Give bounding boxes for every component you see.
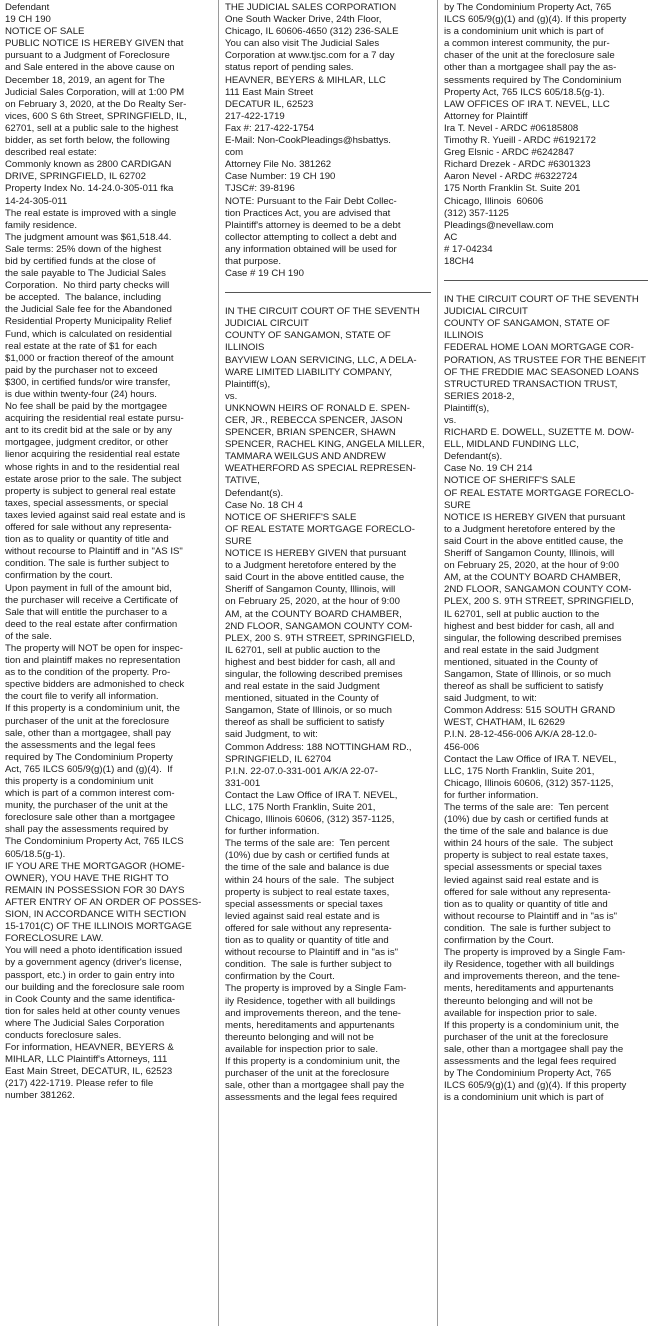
notice-text-line: The property is improved by a Single Fam- (225, 983, 407, 995)
notice-text-line: on February 25, 2020, at the hour of 9:00 (225, 596, 400, 608)
notice-text-line: MIHLAR, LLC Plaintiff's Attorneys, 111 (5, 1054, 168, 1066)
notice-text-line: ments, hereditaments and appurtenants (444, 983, 614, 995)
notice-text-line: thereof as shall be sufficient to satisfy (225, 717, 385, 729)
notice-text-line: is a condominium unit which is part of (444, 1092, 604, 1104)
notice-text-line: lienor acquiring the residential real estate (5, 449, 180, 461)
column-divider (437, 0, 438, 1326)
notice-text-line: Ira T. Nevel - ARDC #06185808 (444, 122, 579, 134)
notice-text-line: estate arose prior to the sale. The subject (5, 473, 182, 485)
notice-text-line: whose rights in and to the residential real (5, 461, 180, 473)
notice-text-line: If this property is a condominium unit, the (225, 1055, 400, 1067)
notice-text-line: ments, hereditaments and appurtenants (225, 1019, 395, 1031)
notice-text-line: the purchaser will receive a Certificate of (5, 594, 178, 606)
notice-text-line: said Court in the above entitled cause, the (444, 535, 624, 547)
notice-text-line: East Main Street, DECATUR, IL, 62523 (5, 1066, 173, 1078)
notice-text-line: said Judgment, to wit: (225, 729, 318, 741)
notice-text-line: Defendant (5, 2, 50, 13)
notice-text-line: Common Address: 515 SOUTH GRAND (444, 705, 616, 717)
notice-text-line: COUNTY OF SANGAMON, STATE OF (444, 318, 610, 330)
notice-text-line: for further information. (225, 826, 320, 838)
notice-text-line: the time of the sale and balance is due (444, 826, 609, 838)
notice-text-line: IF YOU ARE THE MORTGAGOR (HOME- (5, 860, 185, 872)
notice-text-line: Defendant(s). (444, 451, 503, 463)
notice-text-line: taxes levied against said real estate and is (5, 509, 186, 521)
notice-text-line: Attorney for Plaintiff (444, 110, 528, 122)
notice-text-line: be accepted. The balance, including (5, 292, 162, 304)
notice-text-line: as to the condition of the property. Pro- (5, 667, 171, 679)
notice-text-line: the time of the sale and balance is due (225, 862, 390, 874)
notice-text-line: available for inspection prior to sale. (444, 1007, 598, 1019)
notice-text-line: the sale payable to The Judicial Sales (5, 268, 166, 280)
notice-text-line: NOTICE OF SHERIFF'S SALE (225, 511, 357, 523)
notice-text-line: property is subject to real estate taxes, (225, 886, 390, 898)
notice-text-line: Common Address: 188 NOTTINGHAM RD., (225, 741, 412, 753)
notice-text-line: Plaintiff(s), (444, 402, 490, 414)
notice-text-line: sessments required by The Condominium (444, 74, 622, 86)
notice-text-line: Sale terms: 25% down of the highest (5, 243, 162, 255)
notice-text-line: Corporation. No third party checks will (5, 280, 170, 292)
legal-notice (225, 2, 431, 280)
notice-text-line: Act, 765 ILCS 605/9(g)(1) and (g)(4). If (5, 763, 173, 775)
notice-text-line: is due within twenty-four (24) hours. (5, 389, 157, 400)
legal-notice (5, 2, 212, 1103)
notice-text-line: 2ND FLOOR, SANGAMON COUNTY COM- (444, 584, 632, 596)
notice-text-line: SION, IN ACCORDANCE WITH SECTION (5, 909, 187, 921)
notice-text-line: bidder, as set forth below, the following (5, 135, 170, 147)
notice-text-line: SPENCER, RACHEL KING, ANGELA MILLER, (225, 439, 425, 451)
notice-text-line: DRIVE, SPRINGFIELD, IL 62702 (5, 171, 146, 183)
notice-text-line: Pleadings@nevellaw.com (444, 219, 554, 231)
notice-text-line: ELL, MIDLAND FUNDING LLC, (444, 439, 579, 451)
notice-text-line: IL 62701, sell at public auction to the (225, 644, 381, 656)
notice-text-line: the assessments and the legal fees (5, 739, 156, 751)
notice-text-line: vices, 600 S 6th Street, SPRINGFIELD, IL, (5, 110, 187, 122)
notice-text-line: Chicago, Illinois 60606 (444, 195, 544, 207)
notice-text-line: offered for sale without any representa- (444, 886, 611, 898)
notice-text-line: NOTE: Pursuant to the Fair Debt Collec- (225, 195, 397, 207)
notice-text-line: P.I.N. 28-12-456-006 A/K/A 28-12.0- (444, 729, 597, 741)
notice-text-line: PLEX, 200 S. 9TH STREET, SPRINGFIELD, (444, 596, 634, 608)
notice-text-line: E-Mail: Non-CookPleadings@hsbattys. (225, 135, 391, 147)
legal-notice (444, 294, 648, 1104)
notice-text-line: IL 62701, sell at public auction to the (444, 608, 600, 620)
notice-text-line: without recourse to Plaintiff and in "as is" (444, 910, 618, 922)
notice-text-line: condition. The sale is further subject to (444, 922, 611, 934)
notice-text-line: ILCS 605/9(g)(1) and (g)(4). If this property (444, 1080, 627, 1092)
notice-text-line: WARE LIMITED LIABILITY COMPANY, (225, 366, 393, 378)
notice-text-line: the court file to verify all information. (5, 691, 159, 703)
notice-text-line: paid by the purchaser not to exceed (5, 364, 158, 376)
notice-text-line: $300, in certified funds/or wire transfer, (5, 376, 171, 388)
notice-text-line: AFTER ENTRY OF AN ORDER OF POSSES- (5, 896, 202, 908)
notice-text-line: NOTICE IS HEREBY GIVEN that pursuant (444, 511, 626, 523)
notice-text-line: singular, the following described premises (225, 668, 403, 680)
notice-text-line: PLEX, 200 S. 9TH STREET, SPRINGFIELD, (225, 632, 415, 644)
notice-text-line: property is subject to general real estate (5, 485, 176, 497)
notice-text-line: and real estate in the said Judgment (444, 644, 599, 656)
notice-text-line: RICHARD E. DOWELL, SUZETTE M. DOW- (444, 427, 635, 439)
notice-text-line: condition. The sale is further subject to (5, 558, 170, 570)
notice-text-line: Case # 19 CH 190 (225, 268, 304, 280)
notice-text-line: by The Condominium Property Act, 765 (444, 1068, 612, 1080)
notice-text-line: One South Wacker Drive, 24th Floor, (225, 14, 382, 26)
notice-text-line: where The Judicial Sales Corporation (5, 1017, 165, 1029)
notice-text-line: (312) 357-1125 (444, 207, 509, 219)
notice-text-line: offered for sale without any representa- (5, 522, 172, 534)
notice-text-line: The real estate is improved with a single (5, 207, 177, 219)
notice-text-line: SURE (444, 499, 471, 511)
notice-text-line: Sheriff of Sangamon County, Illinois, will (444, 548, 615, 560)
notice-text-line: acquiring the residential real estate pursu- (5, 413, 184, 425)
notice-text-line: described real estate: (5, 147, 97, 159)
notice-text-line: (10%) due by cash or certified funds at (444, 814, 609, 826)
notice-text-line: IN THE CIRCUIT COURT OF THE SEVENTH (225, 306, 420, 318)
notice-text-line: thereunto belonging and will not be (225, 1031, 374, 1043)
notice-text-line: Attorney File No. 381262 (225, 159, 332, 171)
notice-text-line: taxes, special assessments, or special (5, 497, 169, 509)
notice-text-line: and improvements thereon, and the tene- (225, 1007, 401, 1019)
notice-text-line: munity, the purchaser of the unit at the (5, 800, 169, 812)
notice-text-line: ILCS 605/9(g)(1) and (g)(4). If this property (444, 14, 627, 26)
notice-text-line: and improvements thereon, and the tene- (444, 971, 620, 983)
notice-text-line: Sangamon, State of Illinois, or so much (225, 705, 392, 717)
notice-text-line: in Cook County and the same identifica- (5, 993, 176, 1005)
notice-text-line: If this property is a condominium unit, the (5, 703, 180, 715)
notice-text-line: REMAIN IN POSSESSION FOR 30 DAYS (5, 884, 185, 896)
legal-notice (225, 306, 431, 1104)
notice-text-line: JUDICIAL CIRCUIT (444, 306, 528, 318)
notice-text-line: confirmation by the Court. (225, 971, 335, 983)
notice-text-line: The judgment amount was $61,518.44. (5, 231, 172, 243)
notice-text-line: HEAVNER, BEYERS & MIHLAR, LLC (225, 74, 386, 86)
notice-text-line: # 17-04234 (444, 243, 493, 255)
notice-text-line: and real estate in the said Judgment (225, 681, 380, 693)
notice-text-line: Contact the Law Office of IRA T. NEVEL, (225, 789, 398, 801)
notice-text-line: vs. (444, 415, 457, 426)
notice-text-line: Commonly known as 2800 CARDIGAN (5, 159, 172, 171)
notice-text-line: SERIES 2018-2, (444, 390, 515, 402)
notice-text-line: DECATUR IL, 62523 (225, 98, 314, 110)
notice-text-line: highest and best bidder for cash, all and (225, 656, 396, 668)
notice-text-line: condition. The sale is further subject to (225, 959, 392, 971)
notice-text-line: Chicago, Illinois 60606, (312) 357-1125, (225, 814, 395, 826)
notice-text-line: December 18, 2019, an agent for The (5, 74, 165, 86)
notice-text-line: SPRINGFIELD, IL 62704 (225, 753, 332, 765)
notice-text-line: ant to its credit bid at the sale or by any (5, 425, 172, 437)
notice-text-line: any information obtained will be used for (225, 243, 397, 255)
notice-text-line: mentioned, situated in the County of (444, 656, 598, 668)
notice-text-line: passport, etc.) in order to gain entry into (5, 969, 175, 981)
notice-text-line: to a Judgment heretofore entered by the (225, 560, 397, 572)
notice-text-line: this property is a condominium unit (5, 776, 154, 787)
notice-text-line: without recourse to Plaintiff and in "AS IS" (5, 546, 183, 558)
column-1 (5, 2, 212, 1326)
notice-text-line: FEDERAL HOME LOAN MORTGAGE COR- (444, 342, 634, 354)
notice-text-line: Plaintiff(s), (225, 378, 271, 390)
notice-text-line: 111 East Main Street (225, 86, 314, 98)
notice-text-line: Defendant(s). (225, 487, 284, 499)
notice-text-line: The Condominium Property Act, 765 ILCS (5, 836, 184, 848)
notice-text-line: ILLINOIS (444, 330, 484, 342)
notice-text-line: IN THE CIRCUIT COURT OF THE SEVENTH (444, 294, 639, 306)
notice-text-line: real estate at the rate of $1 for each (5, 340, 157, 352)
legal-notice (444, 2, 648, 268)
notice-text-line: offered for sale without any representa- (225, 922, 392, 934)
notice-text-line: Chicago, IL 60606-4650 (312) 236-SALE (225, 26, 399, 38)
notice-text-line: OF REAL ESTATE MORTGAGE FORECLO- (444, 487, 634, 499)
notice-text-line: vs. (225, 390, 238, 402)
notice-text-line: You will need a photo identification issued (5, 945, 183, 957)
notice-text-line: special assessments or special taxes (225, 898, 383, 910)
notice-text-line: chaser of the unit at the foreclosure sale (444, 50, 615, 62)
notice-text-line: tion Practices Act, you are advised that (225, 207, 391, 219)
notice-text-line: thereunto belonging and will not be (444, 995, 593, 1007)
notice-text-line: said Judgment, to wit: (444, 693, 537, 705)
notice-text-line: ily Residence, together with all buildings (444, 959, 615, 971)
notice-text-line: UNKNOWN HEIRS OF RONALD E. SPEN- (225, 402, 410, 414)
notice-text-line: family residence. (5, 219, 77, 231)
notice-text-line: spective bidders are admonished to check (5, 679, 185, 691)
notice-text-line: conducts foreclosure sales. (5, 1029, 122, 1041)
notice-text-line: mortgagee, judgment creditor, or other (5, 437, 169, 449)
notice-text-line: 62701, sell at a public sale to the highest (5, 122, 179, 134)
notice-text-line: Case No. 19 CH 214 (444, 463, 533, 475)
notice-text-line: to a Judgment heretofore entered by the (444, 523, 616, 535)
notice-text-line: ily Residence, together with all buildings (225, 995, 396, 1007)
notice-text-line: sale, other than a mortgagee shall pay the (225, 1080, 405, 1092)
notice-text-line: WEATHERFORD AS SPECIAL REPRESEN- (225, 463, 416, 475)
notice-text-line: levied against said real estate and is (444, 874, 599, 886)
notice-text-line: Sheriff of Sangamon County, Illinois, will (225, 584, 396, 596)
notice-text-line: assessments and the legal fees required (225, 1092, 398, 1104)
notice-text-line: assessments and the legal fees required (444, 1055, 617, 1067)
notice-text-line: purchaser of the unit at the foreclosure (5, 715, 170, 727)
notice-text-line: purchaser of the unit at the foreclosure (444, 1031, 609, 1043)
notice-text-line: mentioned, situated in the County of (225, 693, 379, 705)
notice-text-line: required by The Condominium Property (5, 751, 173, 763)
notice-text-line: without recourse to Plaintiff and in "as is" (225, 947, 399, 959)
notice-text-line: P.I.N. 22-07.0-331-001 A/K/A 22-07- (225, 765, 378, 777)
notice-text-line: Corporation at www.tjsc.com for a 7 day (225, 50, 395, 62)
notice-text-line: 175 North Franklin St. Suite 201 (444, 183, 581, 195)
notice-text-line: within 24 hours of the sale. The subject (444, 838, 613, 850)
notice-text-line: OF REAL ESTATE MORTGAGE FORECLO- (225, 523, 415, 535)
notice-text-line: com (225, 147, 244, 159)
notice-text-line: highest and best bidder for cash, all and (444, 620, 615, 632)
notice-text-line: Greg Elsnic - ARDC #6242847 (444, 147, 575, 159)
notice-text-line: deed to the real estate after confirmation (5, 618, 178, 630)
notice-text-line: AC (444, 231, 458, 243)
notice-text-line: PUBLIC NOTICE IS HEREBY GIVEN that (5, 38, 184, 50)
notice-text-line: Sale that will entitle the purchaser to a (5, 606, 168, 618)
notice-separator (225, 292, 431, 293)
notice-text-line: confirmation by the court. (5, 570, 113, 582)
notice-text-line: Aaron Nevel - ARDC #6322724 (444, 171, 578, 183)
notice-text-line: by The Condominium Property Act, 765 (444, 2, 612, 13)
notice-text-line: is a condominium unit which is part of (444, 26, 604, 38)
notice-text-line: SPENCER, BRIAN SPENCER, SHAWN (225, 427, 396, 439)
notice-text-line: singular, the following described premises (444, 632, 622, 644)
notice-text-line: The terms of the sale are: Ten percent (225, 838, 390, 850)
notice-text-line: Judicial Sales Corporation, will at 1:00 PM (5, 86, 185, 98)
notice-text-line: a common interest community, the pur- (444, 38, 610, 50)
notice-text-line: Sangamon, State of Illinois, or so much (444, 668, 611, 680)
notice-text-line: (217) 422-1719. Please refer to file (5, 1078, 154, 1090)
notice-text-line: Chicago, Illinois 60606, (312) 357-1125, (444, 777, 614, 789)
column-divider (218, 0, 219, 1326)
notice-text-line: and Sale entered in the above cause on (5, 62, 175, 74)
notice-text-line: shall pay the assessments required by (5, 824, 169, 836)
notice-text-line: Fund, which is calculated on residential (5, 328, 172, 340)
notice-text-line: tion as to quality or quantity of title and (225, 935, 389, 947)
notice-text-line: ILLINOIS (225, 342, 265, 354)
notice-text-line: TATIVE, (225, 475, 260, 487)
notice-text-line: foreclosure sale other than a mortgagee (5, 812, 176, 824)
notice-text-line: The property is improved by a Single Fam- (444, 947, 626, 959)
notice-text-line: If this property is a condominium unit, the (444, 1019, 619, 1031)
notice-text-line: NOTICE IS HEREBY GIVEN that pursuant (225, 548, 407, 560)
notice-text-line: 14-24-305-011 (5, 195, 68, 207)
notice-text-line: the Judicial Sale fee for the Abandoned (5, 304, 172, 316)
notice-text-line: 19 CH 190 (5, 14, 51, 26)
notice-text-line: STRUCTURED TRANSACTION TRUST, (444, 378, 618, 390)
notice-text-line: WEST, CHATHAM, IL 62629 (444, 717, 566, 729)
notice-text-line: LLC, 175 North Franklin, Suite 201, (225, 802, 376, 813)
notice-text-line: PORATION, AS TRUSTEE FOR THE BENEFIT (444, 354, 647, 366)
notice-text-line: said Court in the above entitled cause, the (225, 572, 405, 584)
notice-text-line: 605/18.5(g-1). (5, 848, 66, 860)
notice-text-line: 18CH4 (444, 255, 474, 267)
notice-text-line: LLC, 175 North Franklin, Suite 201, (444, 765, 595, 777)
notice-text-line: Property Act, 765 ILCS 605/18.5(g-1). (444, 86, 605, 98)
notice-text-line: that purpose. (225, 255, 282, 267)
notice-text-line: Richard Drezek - ARDC #6301323 (444, 159, 591, 171)
notice-text-line: other than a mortgagee shall pay the as- (444, 62, 617, 74)
notice-text-line: thereof as shall be sufficient to satisfy (444, 681, 604, 693)
notice-text-line: OF THE FREDDIE MAC SEASONED LOANS (444, 366, 639, 378)
notice-text-line: special assessments or special taxes (444, 862, 602, 874)
notice-text-line: NOTICE OF SALE (5, 26, 85, 38)
notice-text-line: Property Index No. 14-24.0-305-011 fka (5, 183, 174, 195)
notice-text-line: for further information. (444, 789, 539, 801)
notice-text-line: (10%) due by cash or certified funds at (225, 850, 390, 862)
notice-text-line: FORECLOSURE LAW. (5, 933, 104, 945)
notice-text-line: property is subject to real estate taxes, (444, 850, 609, 862)
notice-text-line: Case No. 18 CH 4 (225, 499, 303, 511)
notice-text-line: number 381262. (5, 1090, 75, 1102)
notice-text-line: of the sale. (5, 630, 52, 642)
notice-text-line: AM, at the COUNTY BOARD CHAMBER, (225, 608, 402, 620)
notice-text-line: on February 25, 2020, at the hour of 9:00 (444, 560, 619, 572)
notice-text-line: 217-422-1719 (225, 110, 285, 122)
notice-text-line: OWNER), YOU HAVE THE RIGHT TO (5, 872, 169, 884)
notice-text-line: TJSC#: 39-8196 (225, 183, 295, 195)
notice-text-line: sale, other than a mortgagee, shall pay (5, 727, 171, 739)
column-3 (444, 2, 648, 1326)
notice-text-line: AM, at the COUNTY BOARD CHAMBER, (444, 572, 621, 584)
notice-text-line: Timothy R. Yueill - ARDC #6192172 (444, 135, 596, 147)
notice-text-line: purchaser of the unit at the foreclosure (225, 1068, 390, 1080)
notice-text-line: THE JUDICIAL SALES CORPORATION (225, 2, 397, 13)
notice-text-line: levied against said real estate and is (225, 910, 380, 922)
notice-text-line: SURE (225, 535, 252, 547)
notice-text-line: The property will NOT be open for inspec- (5, 642, 183, 654)
notice-text-line: which is part of a common interest com- (5, 788, 175, 800)
notice-text-line: tion and plaintiff makes no representation (5, 655, 181, 667)
notice-text-line: bid by certified funds at the close of (5, 255, 156, 267)
notice-text-line: Plaintiff's attorney is deemed to be a debt (225, 219, 401, 231)
notice-text-line: on February 3, 2020, at the Do Realty Ser- (5, 98, 187, 110)
notice-text-line: TAMMARA WEILGUS AND ANDREW (225, 451, 386, 463)
notice-text-line: The terms of the sale are: Ten percent (444, 802, 609, 813)
notice-text-line: confirmation by the Court. (444, 935, 554, 947)
notice-text-line: JUDICIAL CIRCUIT (225, 318, 309, 330)
notice-text-line: CER, JR., REBECCA SPENCER, JASON (225, 415, 403, 426)
notice-text-line: LAW OFFICES OF IRA T. NEVEL, LLC (444, 98, 610, 110)
notice-text-line: by a government agency (driver's license, (5, 957, 182, 969)
notice-text-line: Upon payment in full of the amount bid, (5, 582, 172, 594)
notice-text-line: 331-001 (225, 777, 261, 789)
notice-text-line: within 24 hours of the sale. The subject (225, 874, 394, 886)
notice-text-line: tion as to quality or quantity of title and (444, 898, 608, 910)
notice-text-line: Residential Property Municipality Relief (5, 316, 172, 328)
notice-text-line: tion as to quality or quantity of title and (5, 534, 169, 546)
notice-separator (444, 280, 648, 281)
notice-text-line: BAYVIEW LOAN SERVICING, LLC, A DELA- (225, 354, 417, 366)
notice-text-line: tion for sales held at other county venues (5, 1005, 180, 1017)
notice-text-line: 456-006 (444, 741, 480, 753)
notice-text-line: Contact the Law Office of IRA T. NEVEL, (444, 753, 617, 765)
notice-text-line: our building and the foreclosure sale room (5, 981, 185, 993)
notice-text-line: NOTICE OF SHERIFF'S SALE (444, 475, 576, 487)
notice-text-line: available for inspection prior to sale. (225, 1043, 379, 1055)
column-2 (225, 2, 431, 1326)
notice-text-line: 2ND FLOOR, SANGAMON COUNTY COM- (225, 620, 413, 632)
notice-text-line: collector attempting to collect a debt and (225, 231, 397, 243)
notice-text-line: $1,000 or fraction thereof of the amount (5, 352, 174, 364)
notice-text-line: pursuant to a Judgment of Foreclosure (5, 50, 170, 62)
notice-text-line: COUNTY OF SANGAMON, STATE OF (225, 330, 391, 342)
notice-text-line: For information, HEAVNER, BEYERS & (5, 1042, 174, 1054)
notice-text-line: No fee shall be paid by the mortgagee (5, 401, 168, 413)
notice-text-line: You can also visit The Judicial Sales (225, 38, 380, 50)
notice-text-line: sale, other than a mortgagee shall pay the (444, 1043, 624, 1055)
notice-text-line: Case Number: 19 CH 190 (225, 171, 336, 183)
notice-text-line: 15-1701(C) OF THE ILLINOIS MORTGAGE (5, 921, 192, 933)
notice-text-line: Fax #: 217-422-1754 (225, 122, 315, 134)
notice-text-line: status report of pending sales. (225, 62, 354, 74)
